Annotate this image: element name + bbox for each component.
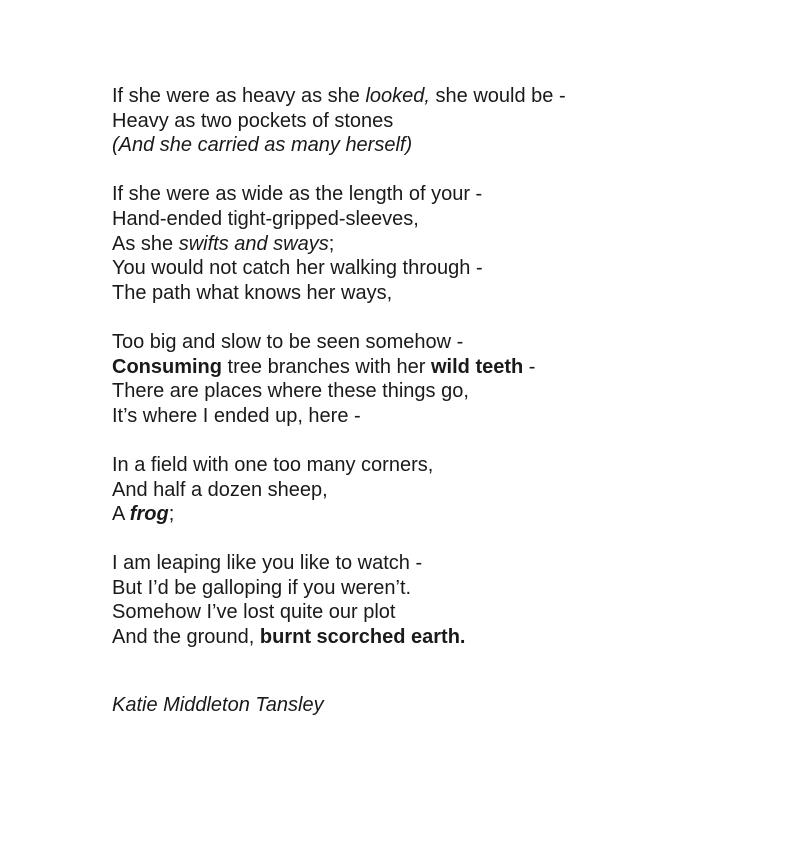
stanza-4 [112, 453, 752, 527]
poem-line: You would not catch her walking through - [112, 257, 483, 280]
poem-line [112, 355, 752, 380]
italic-text: swifts and sways [178, 232, 329, 255]
line-text: As she [112, 232, 179, 255]
poem-line [112, 133, 752, 158]
bold-text: wild teeth [431, 355, 524, 378]
stanza-2 [112, 182, 752, 305]
italic-text: looked, [365, 85, 430, 107]
poem-line: Too big and slow to be seen somehow - [112, 330, 464, 353]
poem-line [112, 502, 752, 527]
line-text: A [112, 503, 130, 526]
line-text: tree branches with her [222, 355, 431, 378]
poem-line [112, 232, 752, 257]
poem-line: Somehow I’ve lost quite our plot [112, 601, 396, 624]
poem-line [112, 625, 752, 650]
bold-text [130, 503, 169, 525]
poem-line: Hand-ended tight-gripped-sleeves, [112, 207, 419, 230]
poem-line [112, 84, 752, 109]
poem-line: Heavy as two pockets of stones [112, 109, 394, 132]
italic-text: (And she carried as many herself) [112, 134, 413, 157]
line-text: ; [168, 503, 175, 526]
author-name: Katie Middleton Tansley [112, 694, 324, 716]
line-text: If she were as heavy as she [112, 85, 366, 107]
poem-line: If she were as wide as the length of your - [112, 183, 483, 206]
bold-text: burnt scorched earth. [259, 626, 466, 649]
poem-line: There are places where these things go, [112, 380, 469, 403]
line-text: ; [328, 232, 335, 255]
poem-line: It’s where I ended up, here - [112, 404, 361, 427]
bold-italic-text: frog [129, 503, 169, 526]
poem-line: The path what knows her ways, [112, 281, 393, 304]
poem-line: In a field with one too many corners, [112, 453, 434, 476]
stanza-1 [112, 84, 752, 158]
stanza-3 [112, 330, 752, 428]
poem [112, 84, 752, 674]
stanza-5 [112, 551, 752, 649]
poem-line: And half a dozen sheep, [112, 478, 328, 501]
poem-line: I am leaping like you like to watch - [112, 552, 423, 575]
line-text: - [523, 355, 536, 378]
poem-line: But I’d be galloping if you weren’t. [112, 576, 412, 599]
bold-text: Consuming [112, 355, 222, 378]
line-text: she would be - [429, 85, 566, 107]
line-text: And the ground, [112, 626, 260, 649]
